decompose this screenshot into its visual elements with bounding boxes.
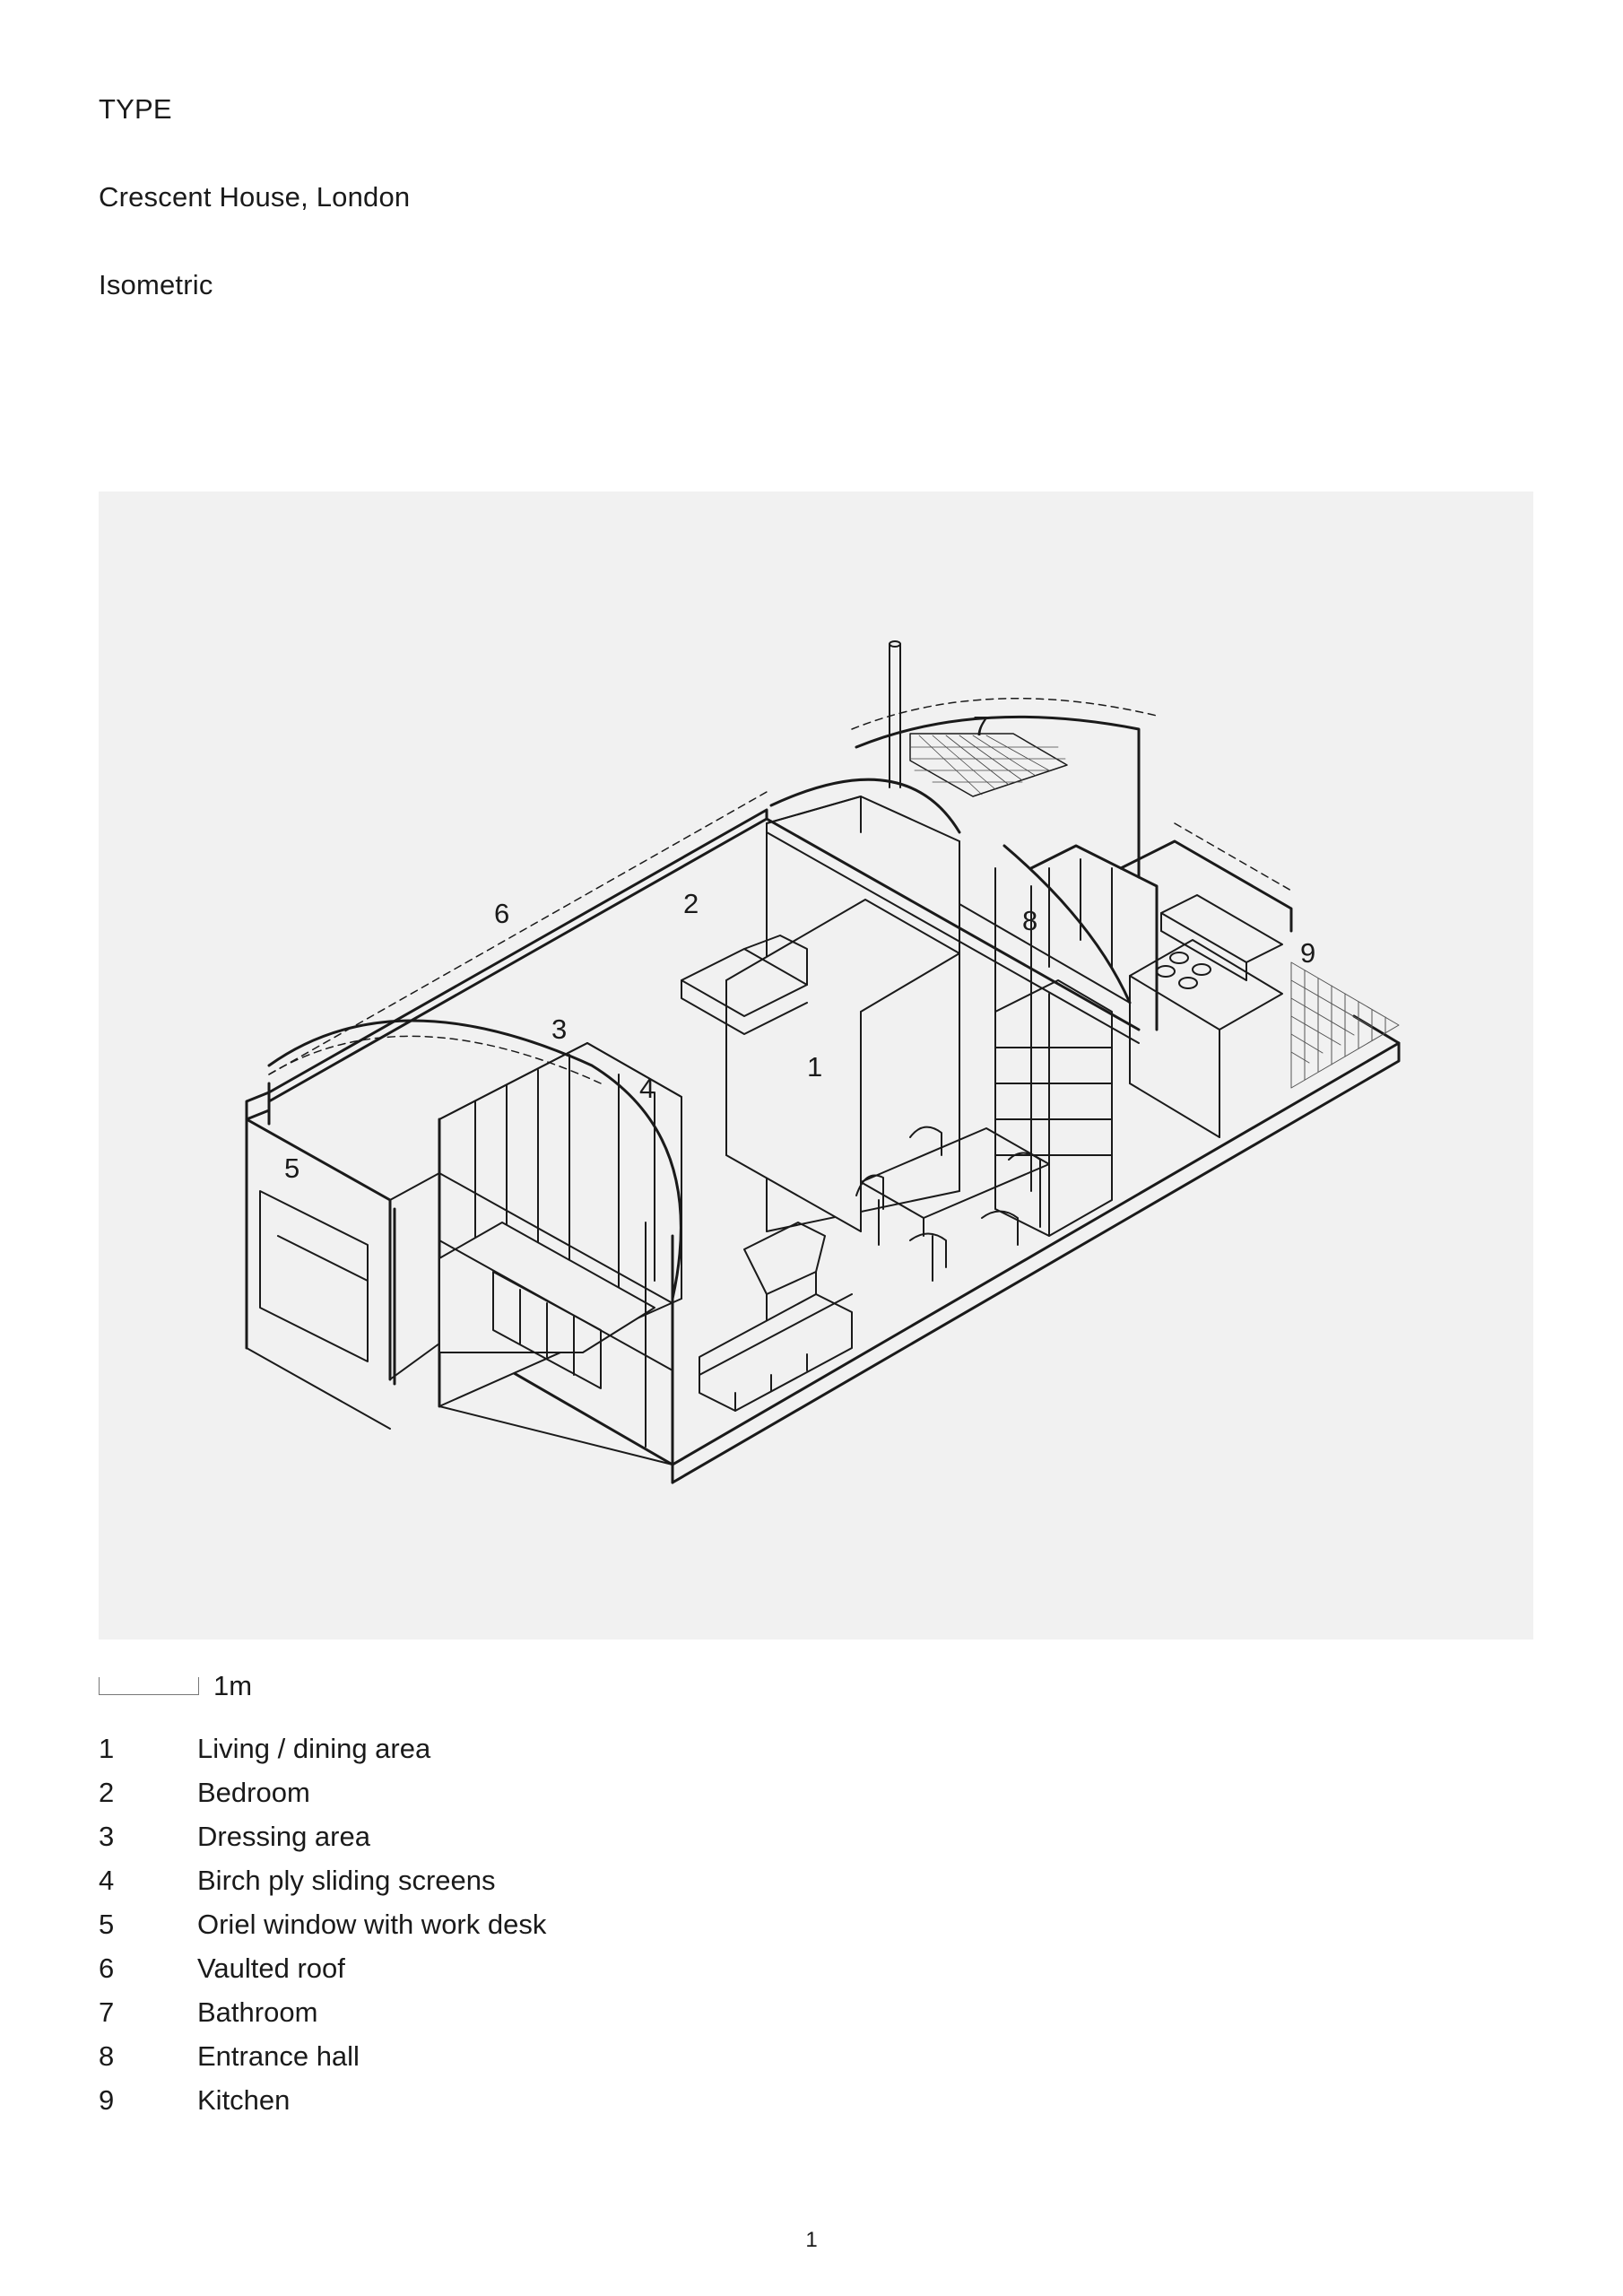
legend-number: 5 <box>99 1909 115 1940</box>
legend-number: 6 <box>99 1952 115 1984</box>
callout-9: 9 <box>1300 937 1316 969</box>
legend-item <box>99 1821 546 1865</box>
callout-8: 8 <box>1022 905 1038 936</box>
legend-number: 8 <box>99 2040 115 2072</box>
view-label: Isometric <box>99 269 213 300</box>
legend-number: 7 <box>99 1996 115 2028</box>
kitchen <box>1031 823 1291 1137</box>
legend-item <box>99 1733 546 1777</box>
legend-item <box>99 1996 546 2040</box>
legend-number: 1 <box>99 1733 115 1764</box>
project-title: Crescent House, London <box>99 181 411 213</box>
legend-item <box>99 2084 546 2128</box>
back-wall <box>269 792 767 1124</box>
legend-item <box>99 2040 546 2084</box>
legend-number: 2 <box>99 1777 115 1808</box>
callout-7: 7 <box>973 710 989 742</box>
document-type-label: TYPE <box>99 93 172 125</box>
legend-number: 4 <box>99 1865 115 1896</box>
legend <box>99 1733 546 2128</box>
legend-label: Oriel window with work desk <box>197 1909 547 1940</box>
legend-item <box>99 1865 546 1909</box>
legend-item <box>99 1952 546 1996</box>
legend-label: Bedroom <box>197 1777 310 1808</box>
callout-2: 2 <box>683 888 699 919</box>
legend-item <box>99 1909 546 1952</box>
page-number: 1 <box>805 2228 818 2252</box>
legend-number: 3 <box>99 1821 115 1852</box>
scale-bar <box>99 1677 199 1695</box>
callout-6: 6 <box>494 898 510 929</box>
legend-label: Entrance hall <box>197 2040 360 2072</box>
legend-item <box>99 1777 546 1821</box>
legend-number: 9 <box>99 2084 115 2116</box>
callout-5: 5 <box>284 1152 300 1184</box>
legend-label: Kitchen <box>197 2084 291 2116</box>
scale-label: 1m <box>213 1670 253 1701</box>
callout-1: 1 <box>807 1051 823 1083</box>
legend-label: Living / dining area <box>197 1733 431 1764</box>
legend-label: Birch ply sliding screens <box>197 1865 496 1896</box>
legend-label: Dressing area <box>197 1821 370 1852</box>
callout-4: 4 <box>639 1073 655 1104</box>
isometric-drawing-panel <box>99 491 1533 1639</box>
legend-label: Bathroom <box>197 1996 318 2028</box>
callout-3: 3 <box>551 1013 568 1045</box>
isometric-drawing <box>99 491 1533 1639</box>
legend-label: Vaulted roof <box>197 1952 345 1984</box>
